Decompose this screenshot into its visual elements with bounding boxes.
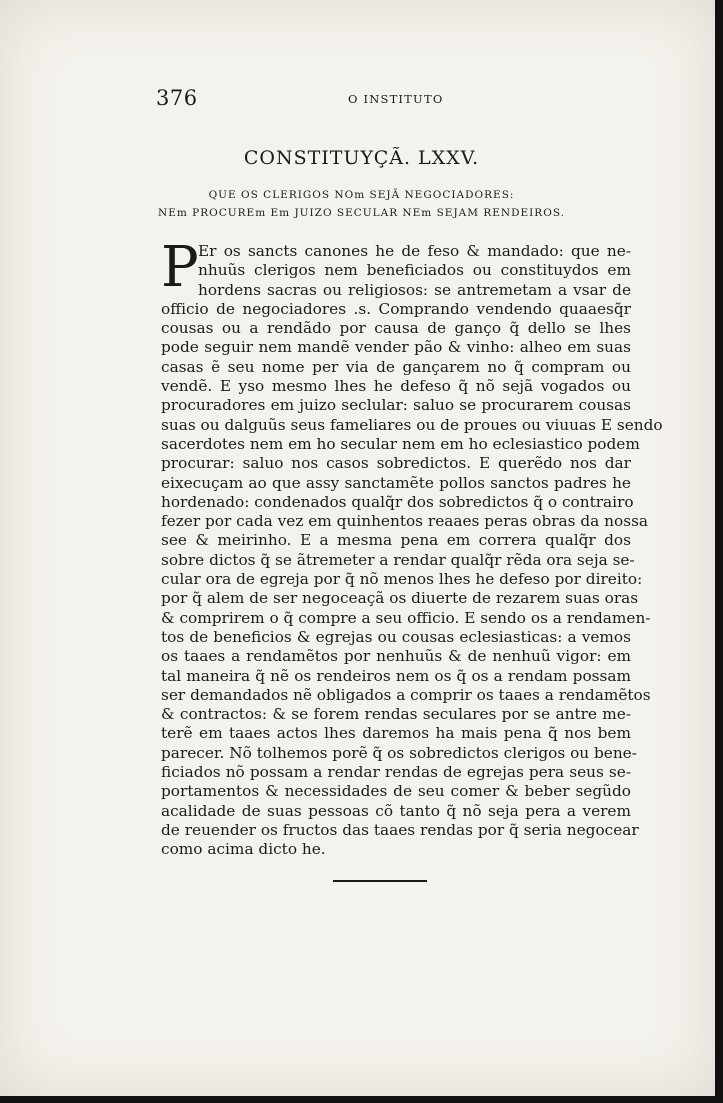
text-line: portamentos & necessidades de seu comer & beber segũdo [161,782,631,801]
page-number: 376 [156,86,198,110]
text-line: & contractos: & se forem rendas seculares por se antre me- [161,705,631,724]
text-line: de reuender os fructos das taaes rendas por q̃ seria negocear [161,820,639,839]
text-line: procuradores em juizo seclular: saluo se procurarem cousas [161,396,631,415]
closing-rule [333,880,427,882]
text-line: nhuũs clerigos nem beneficiados ou constituydos em [198,261,631,280]
body-text [161,235,663,860]
text-line: sobre dictos q̃ se ãtremeter a rendar qualq̃r rẽda ora seja se- [161,550,635,569]
text-line: fezer por cada vez em quinhentos reaaes peras obras da nossa [161,512,649,531]
text-line: acalidade de suas pessoas cõ tanto q̃ nõ seja pera a verem [161,801,631,820]
text-line: & comprirem o q̃ compre a seu officio. E sendo os a rendamen- [161,608,651,627]
text-line: eixecuçam ao que assy sanctamẽte pollos sanctos padres he [161,473,631,492]
text-line: sacerdotes nem em ho secular nem em ho eclesiastico podem [161,434,640,453]
text-line: see & meirinho. E a mesma pena em correra qualq̃r dos [161,531,631,550]
scan-edge-right [715,0,723,1103]
text-line: terẽ em taaes actos lhes daremos ha mais pena q̃ nos bem [161,724,631,743]
text-line: pode seguir nem mandẽ vender pão & vinho: alheo em suas [161,338,631,357]
text-line: por q̃ alem de ser negoceaçã os diuerte de rezarem suas oras [161,589,639,608]
text-line: suas ou dalguũs seus fameliares ou de proues ou viuuas E sendo [161,415,663,434]
text-line: vendẽ. E yso mesmo lhes he defeso q̃ nõ sejã vogados ou [161,377,631,396]
running-head: O INSTITUTO [348,92,444,106]
text-line: como acima dicto he. [161,840,326,859]
text-line: hordenado: condenados qualq̃r dos sobredictos q̃ o contrairo [161,492,634,511]
text-line: Er os sancts canones he de feso & mandado: que ne- [198,242,631,260]
chapter-title: CONSTITUYÇÃ. LXXV. [243,147,480,169]
text-line: os taaes a rendamẽtos por nenhuũs & de nenhuũ vigor: em [161,647,631,666]
chapter-subtitle-line-1: QUE OS CLERIGOS NOm SEJÃ NEGOCIADORES: [208,189,515,201]
text-line: cular ora de egreja por q̃ nõ menos lhes he defeso por direito: [161,570,643,589]
text-line: hordens sacras ou religiosos: se antremetam a vsar de [198,280,631,299]
text-line: tal maneira q̃ nẽ os rendeiros nem os q̃ os a rendam possam [161,666,631,685]
text-line: ser demandados nẽ obligados a comprir os taaes a rendamẽtos [161,685,651,704]
drop-cap: P [161,235,199,300]
text-line: ficiados nõ possam a rendar rendas de egrejas pera seus se- [161,763,631,782]
text-line: officio de negociadores .s. Comprando vendendo quaaesq̃r [161,299,631,318]
scan-edge-bottom [0,1096,723,1103]
text-line: parecer. Nõ tolhemos porẽ q̃ os sobredictos clerigos ou bene- [161,743,637,762]
text-line: tos de beneficios & egrejas ou cousas eclesiasticas: a vemos [161,627,631,646]
text-line: cousas ou a rendãdo por causa de ganço q̃ dello se lhes [161,319,631,338]
text-line: procurar: saluo nos casos sobredictos. E querẽdo nos dar [161,454,631,473]
text-line: casas ẽ seu nome per via de gançarem no q̃ compram ou [161,357,631,376]
chapter-subtitle-line-2: NEm PROCUREm Em JUIZO SECULAR NEm SEJAM RENDEIROS. [158,207,565,219]
